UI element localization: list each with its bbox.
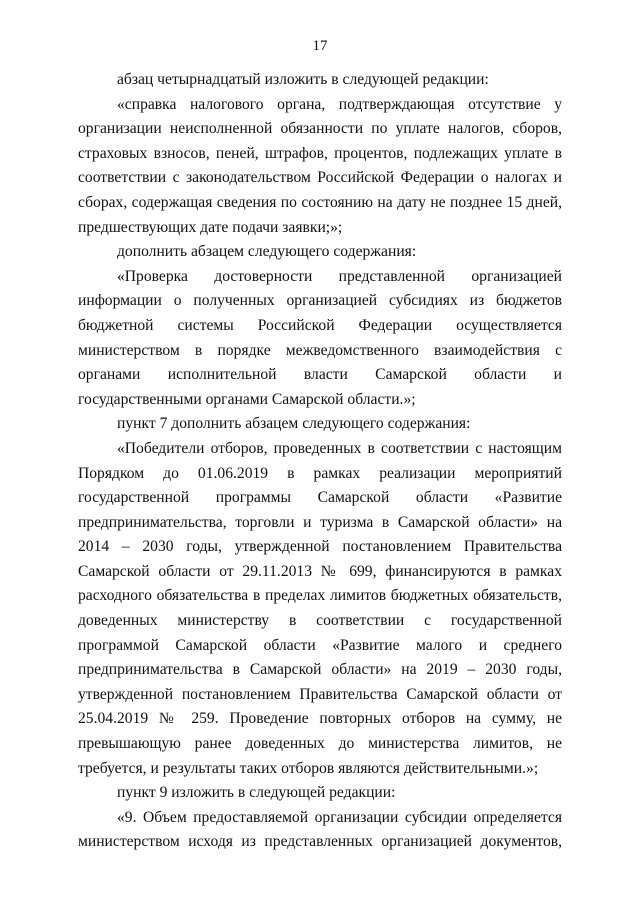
paragraph-1: абзац четырнадцатый изложить в следующей редакции: <box>117 71 489 88</box>
page-number: 17 <box>312 38 328 54</box>
paragraph-2: «справка налогового органа, подтверждающая отсутствие у организации неисполненной обязанности по уплате налогов, сборов, страховых взносов, пеней, штрафов, процентов, подлежащих уплате в соответствии с законодательством Российской Федерации о налогах и сборах, содержащая сведения по состоянию на дату не позднее 15 дней, предшествующих дате подачи заявки;»; <box>78 95 562 236</box>
paragraph-4: «Проверка достоверности представленной организацией информации о полученных организацией субсидиях из бюджетов бюджетной системы Российской Федерации осуществляется министерством в порядке межведомственного взаимодействия с органами исполнительной власти Самарской области и государственными органами Самарской области.»; <box>78 267 562 408</box>
paragraph-8: «9. Объем предоставляемой организации субсидии определяется министерством исходя из представленных организацией документов, <box>78 808 562 851</box>
document-body <box>78 68 562 855</box>
paragraph-3: дополнить абзацем следующего содержания: <box>117 243 417 261</box>
paragraph-5: пункт 7 дополнить абзацем следующего содержания: <box>117 415 471 433</box>
paragraph-7: пункт 9 изложить в следующей редакции: <box>117 784 396 802</box>
paragraph-6: «Победители отборов, проведенных в соответствии с настоящим Порядком до 01.06.2019 в рамках реализации мероприятий государственной программы Самарской области «Развитие предпринимательства, торговли и туризма в Самарской области» на 2014 – 2030 годы, утвержденной постановлением Правительства Самарской области от 29.11.2013 № 699, финансируются в рамках расходного обязательства в пределах лимитов бюджетных обязательств, доведенных министерству в соответствии с государственной программой Самарской области «Развитие малого и среднего предпринимательства в Самарской области» на 2019 – 2030 годы, утвержденной постановлением Правительства Самарской области от 25.04.2019 № 259. Проведение повторных отборов на сумму, не превышающую ранее доведенных до министерства лимитов, не требуется, и результаты таких отборов являются действительными.»; <box>78 439 562 777</box>
